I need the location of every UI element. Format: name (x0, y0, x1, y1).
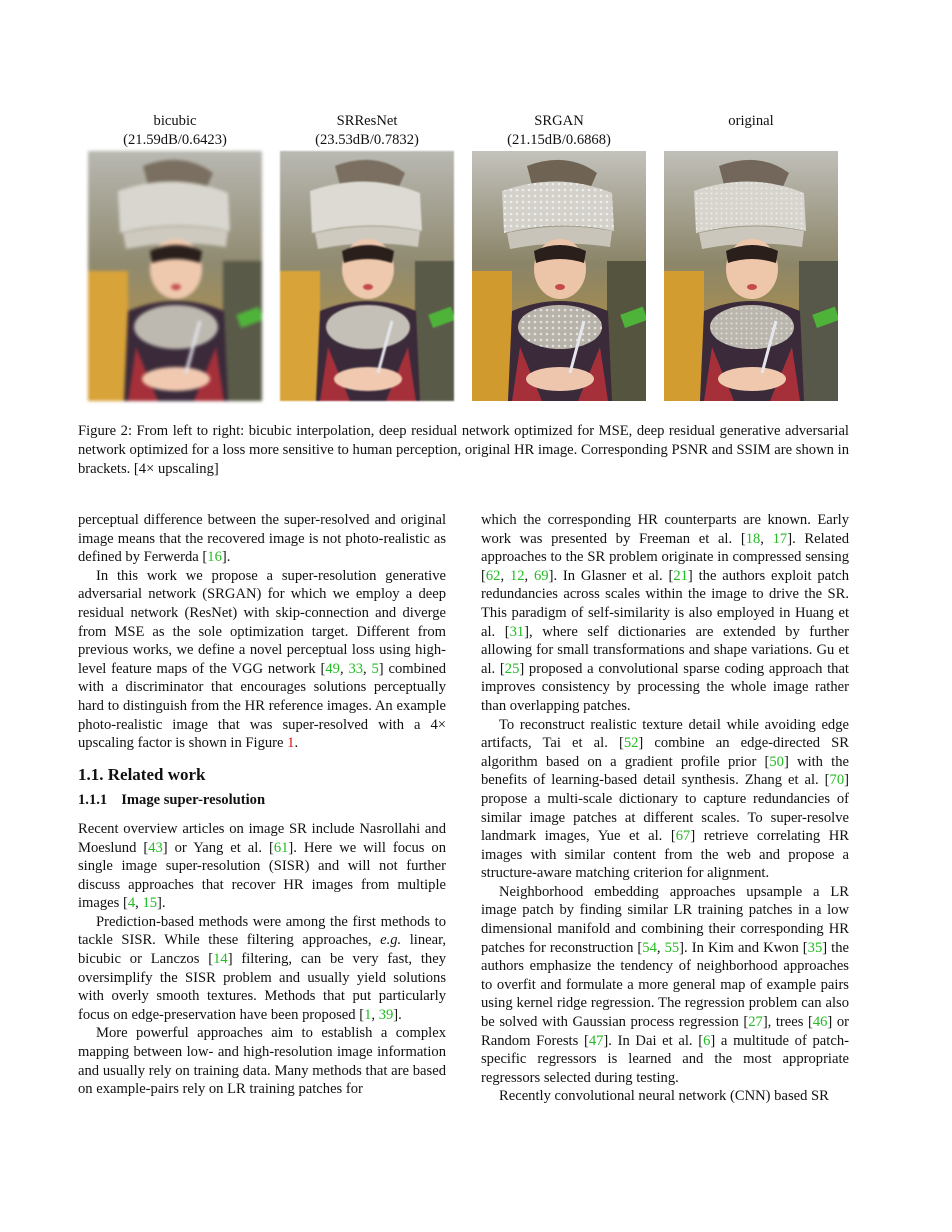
citation-link[interactable]: 49 (325, 660, 340, 677)
text: ], trees [ (762, 1014, 813, 1031)
citation-link[interactable]: 6 (703, 1032, 711, 1049)
citation-link[interactable]: 67 (675, 828, 691, 845)
paragraph: In this work we propose a super-resolution generative adversarial network (SRGAN) for which we employ a deep residual network (ResNet) with skip-connection and diverge from MSE as the sole optimization target. Different from previous works, we define a novel perceptual loss using high-level feature maps of the VGG network [49, 33, 5] combined with a discriminator that encourages solutions perceptually hard to distinguish from the HR reference images. An example photo-realistic image that was super-resolved with a 4× upscaling factor is shown in Figure 1. (78, 567, 447, 752)
text: ] or Random Forests [ (481, 1014, 849, 1049)
figure-link[interactable]: 1 (287, 735, 295, 752)
citation-link[interactable]: 12 (509, 567, 525, 584)
paragraph (481, 1087, 849, 1106)
citation-link[interactable]: 62 (485, 567, 501, 584)
citation-link[interactable]: 25 (504, 660, 520, 677)
text: To reconstruct realistic texture detail while avoiding edge artifacts, Tai et al. [ (481, 716, 849, 752)
subsection-number: 1.1.1 (78, 792, 108, 809)
citation-link[interactable]: 50 (769, 753, 784, 770)
text: ] the authors emphasize the tendency of neighborhood approaches to overfit and formulate a more general map of example pairs using kernel ridge regression. The regression problem can also be solved with Gaussian process regression [ (481, 939, 849, 1031)
text: ] propose a multi-scale dictionary to capture redundancies of similar image patches at different scales. To super-resolve landmark images, Yue et al. [ (481, 772, 849, 845)
paragraph: Neighborhood embedding approaches upsample a LR image patch by finding similar LR training patches in a low dimensional manifold and combining their corresponding HR patches for reconstruction [54, 55]. In Kim and Kwon [35] the authors emphasize the tendency of neighborhood approaches to overfit and formulate a more general map of example pairs using kernel ridge regression. The regression problem can also be solved with Gaussian process regression [27], trees [46] or Random Forests [47]. In Dai et al. [6] a multitude of patch-specific regressors is learned and the most appropriate regressors selected during testing. (481, 883, 849, 1086)
citation-link[interactable]: 43 (148, 839, 163, 856)
text: ] a multitude of patch-specific regressors is learned and the most appropriate regressors selected during testing. (481, 1032, 849, 1086)
paragraph: Prediction-based methods were among the first methods to tackle SISR. While these filtering approaches, e.g. linear, bicubic or Lanczos [14] filtering, can be very fast, they oversimplify the SISR problem and usually yield solutions with overly smooth textures. Methods that put particularly focus on edge-preservation have been proposed [1, 39]. (78, 913, 446, 1023)
citation-link[interactable]: 55 (664, 939, 680, 956)
text: e.g. (380, 932, 402, 949)
citation-link[interactable]: 27 (748, 1014, 763, 1031)
figure-caption: Figure 2: From left to right: bicubic interpolation, deep residual network optimized for MSE, deep residual generative adversarial network optimized for a loss more sensitive to human perception, original HR image. Corresponding PSNR and SSIM are shown in brackets. [4× upscaling] (78, 423, 849, 477)
text: ]. (157, 895, 166, 912)
citation-link[interactable]: 46 (812, 1014, 828, 1031)
text: ] or Yang et al. [ (162, 839, 274, 856)
image-srresnet (280, 151, 454, 401)
paragraph (78, 511, 446, 567)
text: which the corresponding HR counterparts are known. Early work was presented by Freeman et al. [ (481, 512, 849, 547)
text: In this work we propose a super-resolution generative adversarial network (SRGAN) for which we employ a deep residual network (ResNet) with skip-connection and diverge from MSE as the sole optimization target. Different from previous works, we define a novel perceptual loss using high-level feature maps of the VGG network [ (78, 567, 446, 677)
panel-metrics: (21.15dB/0.6868) (507, 132, 611, 148)
panel-label-srresnet (280, 112, 454, 150)
text: ]. (221, 549, 231, 566)
text: ]. (393, 1006, 402, 1023)
citation-link[interactable]: 54 (642, 939, 657, 956)
text: . (294, 735, 299, 752)
citation-link[interactable]: 70 (829, 772, 845, 789)
citation-link[interactable]: 35 (807, 939, 823, 956)
paragraph (78, 1024, 446, 1098)
panel-label-original (664, 112, 838, 131)
paragraph (481, 716, 849, 883)
image-srgan (472, 151, 646, 401)
text: Neighborhood embedding approaches upsample a LR image patch by finding similar LR training patches in a low dimensional manifold and combining their corresponding HR patches for reconstruction [ (481, 883, 849, 956)
text: ]. Here we will focus on single image super-resolution (SISR) and will not further discuss approaches that recover HR images from multiple images [ (78, 839, 446, 912)
citation-link[interactable]: 4 (127, 895, 136, 912)
right-column (481, 511, 849, 1106)
citation-link[interactable]: 69 (534, 567, 549, 584)
text: ] combined with a discriminator that encourages solutions perceptually hard to distinguish from the HR reference images. An example photo-realistic image that was super-resolved with a 4× upscaling factor is shown in Figure (78, 660, 447, 752)
citation-link[interactable]: 21 (673, 567, 688, 584)
text: ] proposed a convolutional sparse coding approach that improves consistency by processing the whole image rather than overlapping patches. (481, 660, 849, 714)
citation-link[interactable]: 17 (772, 530, 788, 547)
text: ] combine an edge-directed SR algorithm based on a gradient profile prior [ (481, 735, 849, 770)
left-column (78, 511, 446, 1099)
panel-name: original (728, 113, 774, 129)
citation-link[interactable]: 61 (273, 839, 289, 856)
citation-link[interactable]: 47 (588, 1032, 604, 1049)
text: Recent overview articles on image SR include Nasrollahi and Moeslund [ (78, 820, 446, 856)
text: ], where self dictionaries are extended by further allowing for small transformations and shape variations. Gu et al. [ (481, 623, 849, 677)
citation-link[interactable]: 18 (745, 530, 761, 547)
citation-link[interactable]: 1 (364, 1006, 372, 1023)
text: perceptual difference between the super-resolved and original image means that the recovered image is not photo-realistic as defined by Ferwerda [ (78, 512, 446, 566)
text: ] filtering, can be very fast, they oversimplify the SISR problem and usually yield solutions with overly smooth textures. Methods that put particularly focus on edge-preservation have been proposed [ (78, 951, 446, 1023)
citation-link[interactable]: 16 (207, 549, 222, 566)
image-original (664, 151, 838, 401)
text: Prediction-based methods were among the first methods to tackle SISR. While these filtering approaches, (78, 913, 446, 949)
panel-name: SRGAN (534, 113, 584, 129)
panel-name: bicubic (153, 113, 197, 129)
text: More powerful approaches aim to establish a complex mapping between low- and high-resolution image information and usually rely on training data. Many methods that are based on example-pairs rely on LR training patches for (78, 1025, 446, 1098)
panel-metrics: (21.59dB/0.6423) (123, 132, 227, 148)
paragraph: Recent overview articles on image SR include Nasrollahi and Moeslund [43] or Yang et al. [61]. Here we will focus on single image super-resolution (SISR) and will not further discuss approaches that recover HR images from multiple images [4, 15]. (78, 820, 446, 912)
citation-link[interactable]: 14 (213, 951, 228, 968)
text: ] retrieve correlating HR images with similar content from the web and propose a structure-aware matching criterion for alignment. (481, 828, 849, 882)
citation-link[interactable]: 52 (623, 735, 639, 752)
citation-link[interactable]: 33 (348, 660, 364, 677)
text: ]. Related approaches to the SR problem originate in compressed sensing [ (481, 530, 849, 584)
citation-link[interactable]: 31 (509, 623, 525, 640)
panel-metrics: (23.53dB/0.7832) (315, 132, 419, 148)
text: ]. In Glasner et al. [ (548, 567, 674, 584)
panel-name: SRResNet (336, 113, 398, 129)
text: ] the authors exploit patch redundancies across scales within the image to drive the SR. This paradigm of self-similarity is also employed in Huang et al. [ (481, 567, 849, 640)
paragraph: which the corresponding HR counterparts are known. Early work was presented by Freeman et al. [18, 17]. Related approaches to the SR problem originate in compressed sensing [62, 12, 69]. In Glasner et al. [21] the authors exploit patch redundancies across scales within the image to drive the SR. This paradigm of self-similarity is also employed in Huang et al. [31], where self dictionaries are extended by further allowing for small transformations and shape variations. Gu et al. [25] proposed a convolutional sparse coding approach that improves consistency by processing the whole image rather than overlapping patches. (481, 512, 849, 714)
text: ]. In Kim and Kwon [ (679, 939, 808, 956)
text: ] with the benefits of learning-based detail synthesis. Zhang et al. [ (481, 753, 849, 789)
text: Recently convolutional neural network (CNN) based SR (499, 1088, 829, 1105)
text: ]. In Dai et al. [ (603, 1032, 704, 1049)
image-bicubic (88, 151, 262, 401)
citation-link[interactable]: 5 (371, 660, 379, 677)
panel-label-srgan (472, 112, 646, 150)
panel-label-bicubic (88, 112, 262, 150)
subsection-title (78, 791, 446, 810)
text: linear, bicubic or Lanczos [ (78, 932, 446, 968)
subsection-label: Image super-resolution (121, 792, 266, 809)
citation-link[interactable]: 15 (142, 895, 158, 912)
section-title: 1.1. Related work (78, 764, 206, 784)
citation-link[interactable]: 39 (378, 1006, 394, 1023)
